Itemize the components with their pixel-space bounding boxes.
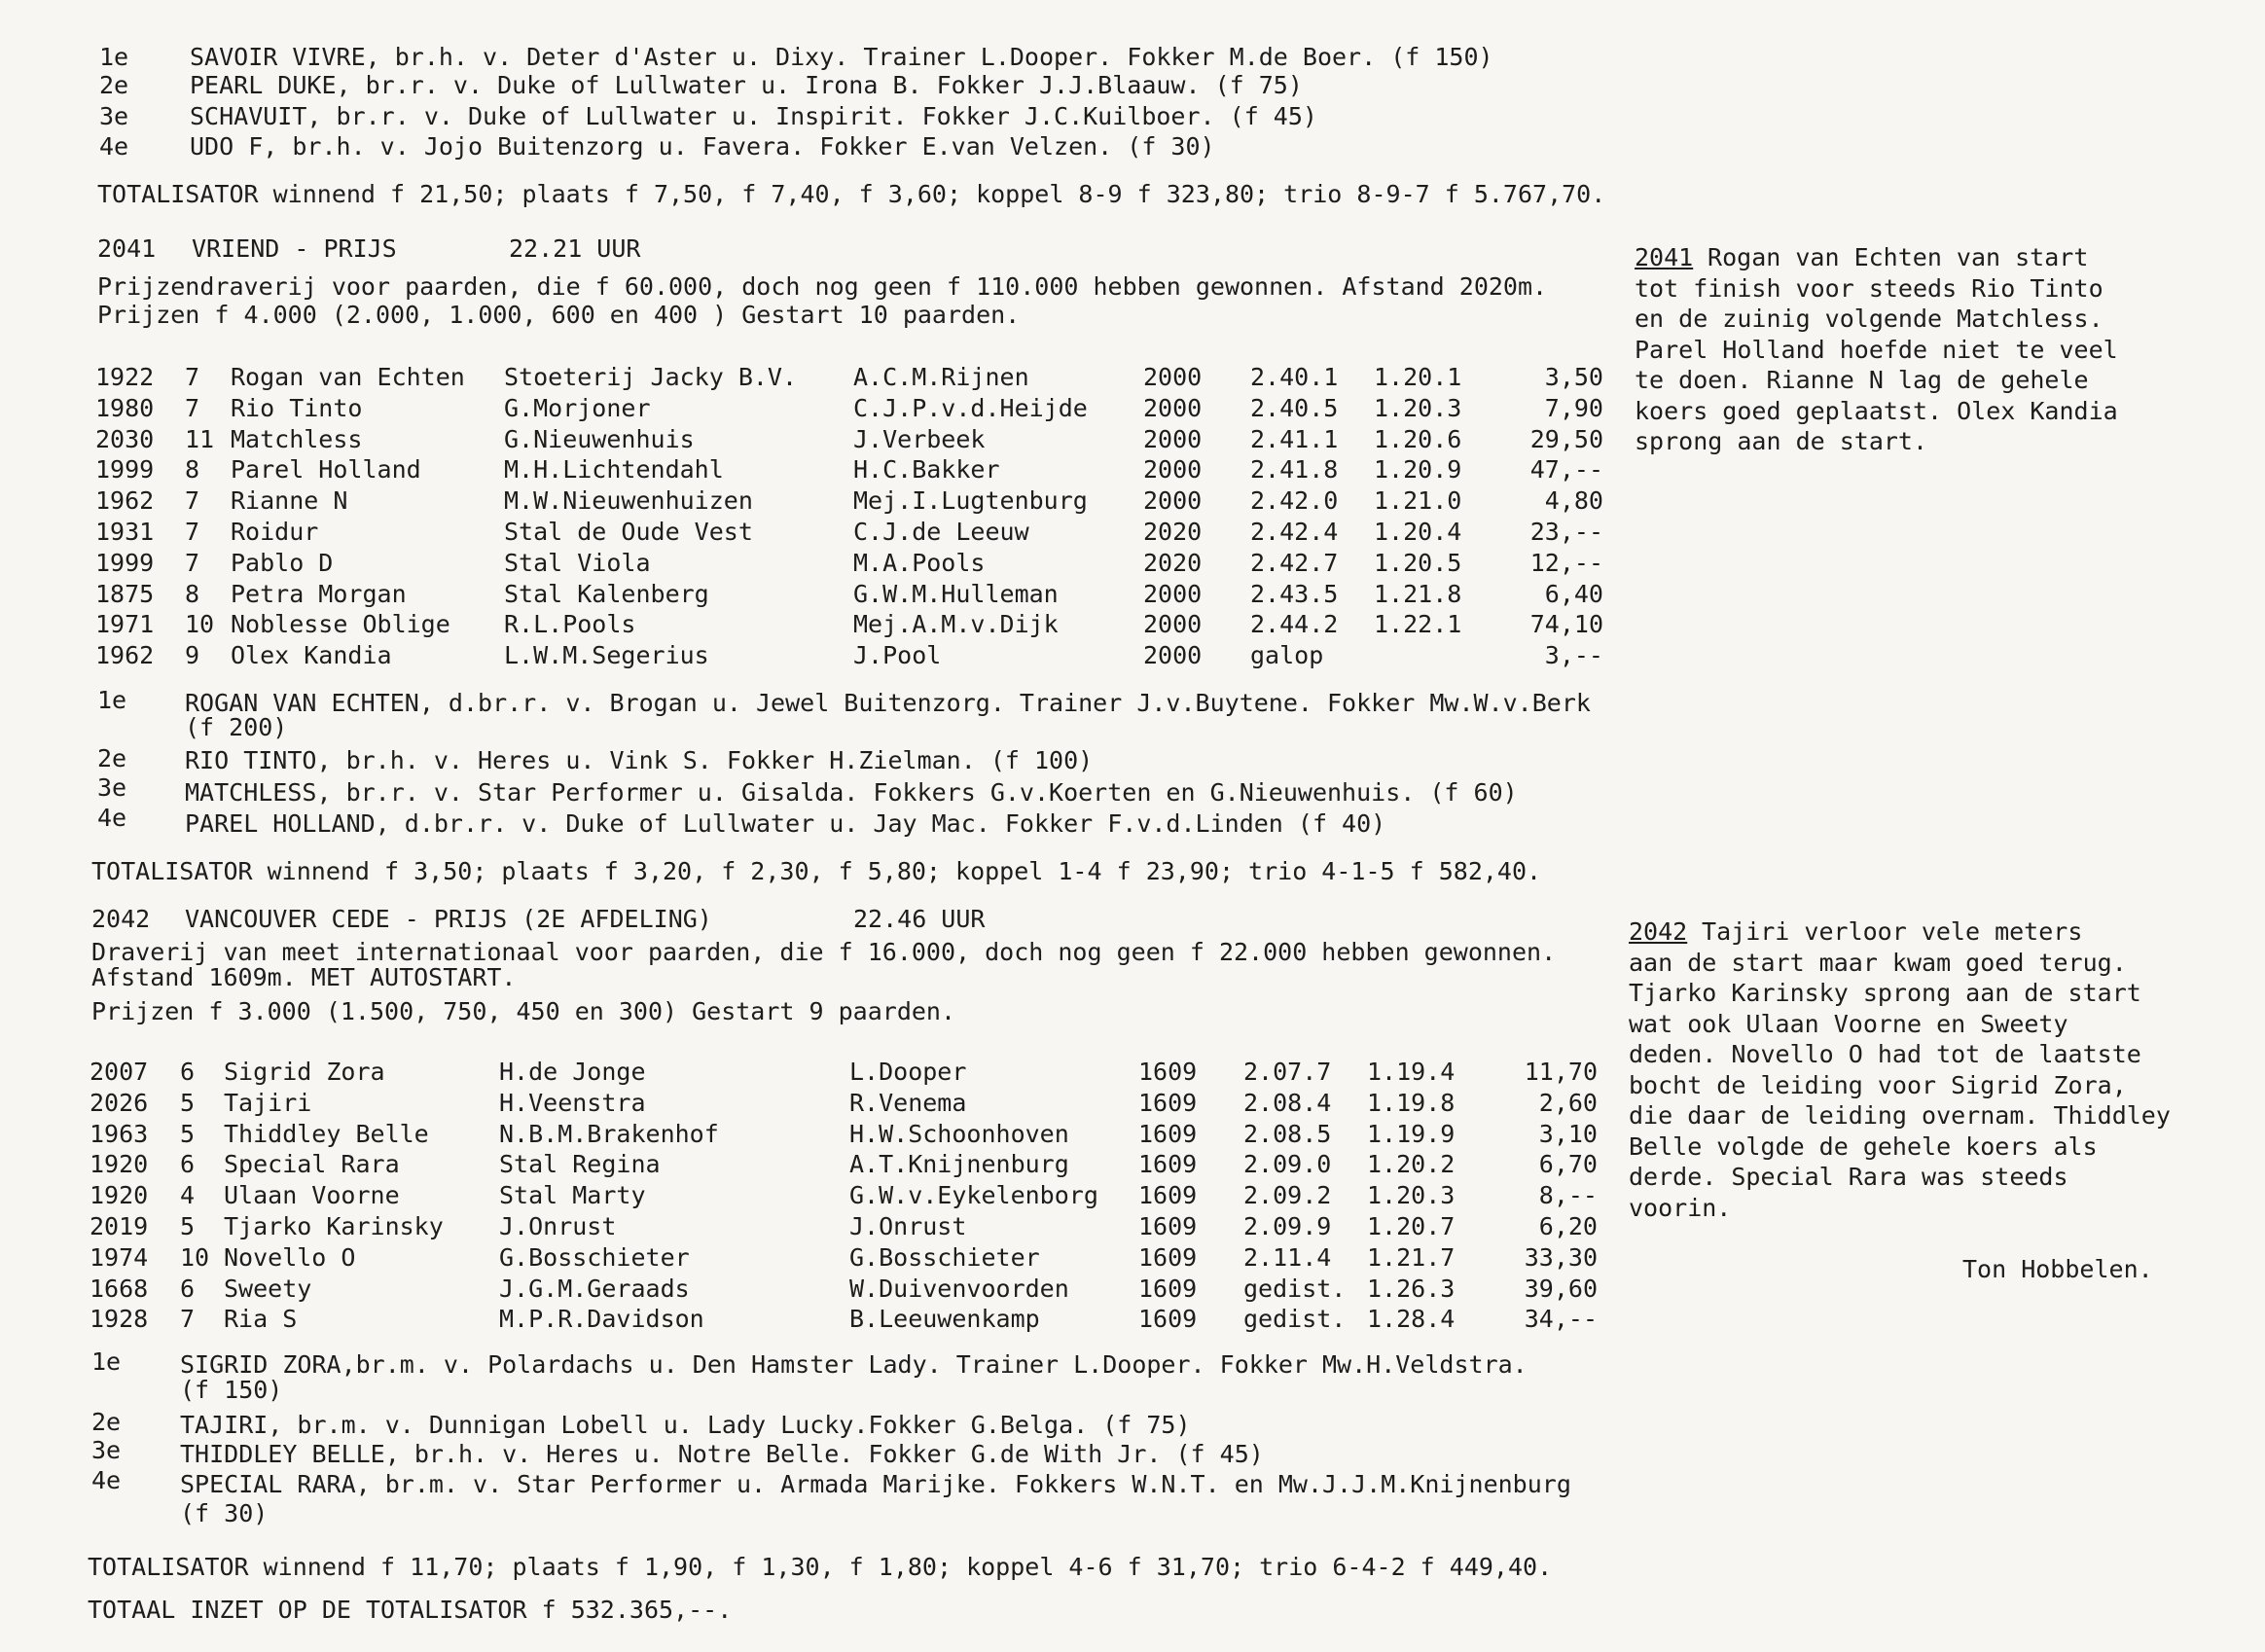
table-cell-owner: Stal de Oude Vest [504,518,753,546]
race-2041-placing-2: RIO TINTO, br.h. v. Heres u. Vink S. Fokker H.Zielman. (f 100) [185,746,1094,774]
top-rank-1: 1e [99,43,129,71]
table-cell-time: gedist. [1243,1305,1347,1334]
table-cell-time: 2.41.8 [1250,455,1339,485]
table-cell-driver: A.C.M.Rijnen [853,363,1029,391]
table-cell-horse: Ria S [224,1305,298,1334]
table-cell-odds: 12,-- [1529,548,1603,577]
table-cell-driver: A.T.Knijnenburg [849,1150,1069,1179]
table-cell-driver: G.Bosschieter [849,1242,1040,1272]
race-2041-prizes: Prijzen f 4.000 (2.000, 1.000, 600 en 400 ) Gestart 10 paarden. [97,301,1021,329]
report-line: deden. Novello O had tot de laatste [1629,1040,2141,1068]
table-cell-dist: 1609 [1138,1212,1198,1240]
table-cell-driver: Mej.A.M.v.Dijk [853,610,1059,639]
table-cell-owner: Stoeterij Jacky B.V. [504,363,798,391]
table-cell-horse: Noblesse Oblige [231,610,450,639]
table-cell-km: 1.21.0 [1374,486,1462,516]
table-cell-time: 2.08.5 [1243,1119,1332,1148]
table-cell-driver: G.W.v.Eykelenborg [849,1181,1098,1210]
table-cell-time: 2.09.9 [1243,1212,1332,1240]
table-cell-driver: B.Leeuwenkamp [849,1305,1040,1334]
table-cell-time: 2.11.4 [1243,1242,1332,1272]
table-cell-odds: 6,70 [1538,1150,1598,1179]
race-2041-rank-4: 4e [97,804,127,832]
table-cell-age: 5 [180,1212,196,1240]
report-author: Ton Hobbelen. [1962,1255,2153,1283]
table-cell-km: 1.21.8 [1374,579,1462,608]
table-cell-id: 1875 [95,579,155,608]
race-2041-description: Prijzendraverij voor paarden, die f 60.000, doch nog geen f 110.000 hebben gewonnen. Afstand 2020m. [97,272,1548,301]
race-2041-rank-3: 3e [97,773,127,802]
table-cell-driver: C.J.de Leeuw [853,518,1029,546]
top-rank-2: 2e [99,71,129,99]
table-cell-dist: 2020 [1143,518,1203,546]
table-cell-odds: 23,-- [1529,518,1603,546]
table-cell-odds: 2,60 [1538,1088,1598,1117]
race-2041-time: 22.21 UUR [509,234,641,263]
table-cell-id: 1920 [90,1181,149,1210]
table-cell-km: 1.20.9 [1374,455,1462,485]
report-line: te doen. Rianne N lag de gehele [1635,366,2089,394]
race-2042-description: Draverij van meet internationaal voor paarden, die f 16.000, doch nog geen f 22.000 hebben gewonnen. [91,938,1557,966]
table-cell-id: 2007 [90,1058,149,1086]
table-cell-time: 2.08.4 [1243,1088,1332,1117]
table-cell-km: 1.20.5 [1374,548,1462,577]
table-cell-owner: M.H.Lichtendahl [504,455,724,485]
table-cell-owner: H.Veenstra [499,1088,646,1117]
race-2041-name: VRIEND - PRIJS [192,234,397,263]
table-cell-owner: G.Morjoner [504,393,651,422]
race-2041-placing-1-cont: (f 200) [185,713,288,741]
table-cell-id: 1931 [95,518,155,546]
table-cell-id: 1999 [95,548,155,577]
table-cell-owner: Stal Marty [499,1181,646,1210]
table-cell-owner: Stal Viola [504,548,651,577]
table-cell-age: 9 [185,641,200,670]
report-line: voorin. [1629,1193,1732,1222]
table-cell-owner: Stal Kalenberg [504,579,709,608]
race-2042-totalisator: TOTALISATOR winnend f 11,70; plaats f 1,90, f 1,30, f 1,80; koppel 4-6 f 31,70; trio 6-4-2 f 449,40. [88,1553,1553,1581]
table-cell-driver: J.Pool [853,641,942,670]
report-line: Tajiri verloor vele meters [1687,917,2083,946]
report-line: Tjarko Karinsky sprong aan de start [1629,979,2141,1007]
table-cell-time: 2.09.0 [1243,1150,1332,1179]
table-cell-time: 2.40.5 [1250,393,1339,422]
report-line: Parel Holland hoefde niet te veel [1635,335,2118,364]
table-cell-time: 2.09.2 [1243,1181,1332,1210]
top-placing-3: SCHAVUIT, br.r. v. Duke of Lullwater u. Inspirit. Fokker J.C.Kuilboer. (f 45) [190,102,1317,130]
table-cell-id: 1971 [95,610,155,639]
table-cell-horse: Thiddley Belle [224,1119,429,1148]
top-rank-4: 4e [99,132,129,161]
table-cell-odds: 4,80 [1544,486,1603,516]
race-2042-rank-3: 3e [91,1436,122,1464]
table-cell-time: 2.44.2 [1250,610,1339,639]
table-cell-time: 2.07.7 [1243,1058,1332,1086]
table-cell-id: 1920 [90,1150,149,1179]
table-cell-age: 7 [185,548,200,577]
table-cell-odds: 47,-- [1529,455,1603,485]
race-2042-distance: Afstand 1609m. MET AUTOSTART. [91,963,517,991]
report-line: en de zuinig volgende Matchless. [1635,305,2103,333]
table-cell-odds: 3,-- [1544,641,1603,670]
table-cell-age: 6 [180,1058,196,1086]
table-cell-age: 5 [180,1119,196,1148]
table-cell-odds: 34,-- [1524,1305,1598,1334]
table-cell-horse: Matchless [231,424,363,453]
table-cell-km: 1.21.7 [1367,1242,1456,1272]
table-cell-dist: 2000 [1143,486,1203,516]
table-cell-horse: Rianne N [231,486,348,516]
table-cell-owner: M.P.R.Davidson [499,1305,704,1334]
table-cell-km: 1.26.3 [1367,1274,1456,1303]
table-cell-dist: 2000 [1143,424,1203,453]
table-cell-driver: H.C.Bakker [853,455,1000,485]
table-cell-age: 6 [180,1150,196,1179]
table-cell-driver: J.Onrust [849,1212,967,1240]
table-cell-horse: Rio Tinto [231,393,363,422]
table-cell-id: 1668 [90,1274,149,1303]
table-cell-dist: 1609 [1138,1150,1198,1179]
table-cell-age: 6 [180,1274,196,1303]
table-cell-dist: 2000 [1143,393,1203,422]
table-cell-age: 10 [180,1242,210,1272]
table-cell-km: 1.20.6 [1374,424,1462,453]
table-cell-odds: 39,60 [1524,1274,1598,1303]
table-cell-id: 1922 [95,363,155,391]
report-line: wat ook Ulaan Voorne en Sweety [1629,1009,2068,1038]
table-cell-driver: L.Dooper [849,1058,967,1086]
table-cell-time: 2.42.0 [1250,486,1339,516]
table-cell-owner: Stal Regina [499,1150,661,1179]
race-2041-totalisator: TOTALISATOR winnend f 3,50; plaats f 3,20, f 2,30, f 5,80; koppel 1-4 f 23,90; trio 4-1-5 f 582,40. [91,857,1542,885]
race-2041-placing-3: MATCHLESS, br.r. v. Star Performer u. Gisalda. Fokkers G.v.Koerten en G.Nieuwenhuis. (f 60) [185,778,1518,807]
table-cell-horse: Tajiri [224,1088,312,1117]
table-cell-owner: R.L.Pools [504,610,636,639]
top-placing-1: SAVOIR VIVRE, br.h. v. Deter d'Aster u. Dixy. Trainer L.Dooper. Fokker M.de Boer. (f 150) [190,43,1493,71]
table-cell-odds: 8,-- [1538,1181,1598,1210]
table-cell-odds: 33,30 [1524,1242,1598,1272]
table-cell-age: 8 [185,455,200,485]
table-cell-dist: 1609 [1138,1058,1198,1086]
race-2042-placing-2: TAJIRI, br.m. v. Dunnigan Lobell u. Lady Lucky.Fokker G.Belga. (f 75) [180,1411,1191,1439]
table-cell-owner: G.Nieuwenhuis [504,424,695,453]
table-cell-time: 2.42.4 [1250,518,1339,546]
race-2042-rank-4: 4e [91,1466,122,1494]
race-2041-placing-1: ROGAN VAN ECHTEN, d.br.r. v. Brogan u. Jewel Buitenzorg. Trainer J.v.Buytene. Fokker Mw.W.v.Berk [185,689,1591,717]
table-cell-horse: Roidur [231,518,319,546]
table-cell-driver: R.Venema [849,1088,967,1117]
race-2042-rank-1: 1e [91,1347,122,1376]
race-2042-placing-3: THIDDLEY BELLE, br.h. v. Heres u. Notre Belle. Fokker G.de With Jr. (f 45) [180,1440,1264,1468]
table-cell-dist: 2000 [1143,579,1203,608]
table-cell-owner: J.G.M.Geraads [499,1274,690,1303]
table-cell-owner: H.de Jonge [499,1058,646,1086]
race-2041-rank-2: 2e [97,744,127,772]
table-cell-km: 1.28.4 [1367,1305,1456,1334]
table-cell-time: 2.43.5 [1250,579,1339,608]
table-cell-km: 1.19.8 [1367,1088,1456,1117]
table-cell-owner: M.W.Nieuwenhuizen [504,486,753,516]
table-cell-horse: Rogan van Echten [231,363,465,391]
top-placing-2: PEARL DUKE, br.r. v. Duke of Lullwater u. Irona B. Fokker J.J.Blaauw. (f 75) [190,71,1303,99]
table-cell-dist: 1609 [1138,1242,1198,1272]
table-cell-age: 7 [180,1305,196,1334]
table-cell-age: 11 [185,424,215,453]
top-totalisator: TOTALISATOR winnend f 21,50; plaats f 7,50, f 7,40, f 3,60; koppel 8-9 f 323,80; trio 8-9-7 f 5.767,70. [97,180,1606,208]
report-line: die daar de leiding overnam. Thiddley [1629,1101,2171,1130]
report-race-number: 2042 [1629,917,1688,946]
table-cell-horse: Ulaan Voorne [224,1181,400,1210]
table-cell-time: 2.42.7 [1250,548,1339,577]
table-cell-dist: 2000 [1143,363,1203,391]
table-cell-driver: G.W.M.Hulleman [853,579,1059,608]
table-cell-odds: 7,90 [1544,393,1603,422]
table-cell-id: 1962 [95,641,155,670]
race-2042-placing-1-cont: (f 150) [180,1376,283,1404]
table-cell-dist: 1609 [1138,1181,1198,1210]
table-cell-age: 7 [185,486,200,516]
table-cell-driver: M.A.Pools [853,548,986,577]
race-2041-placing-4: PAREL HOLLAND, d.br.r. v. Duke of Lullwater u. Jay Mac. Fokker F.v.d.Linden (f 40) [185,809,1386,838]
table-cell-driver: H.W.Schoonhoven [849,1119,1069,1148]
report-line: derde. Special Rara was steeds [1629,1163,2068,1191]
table-cell-time: 2.41.1 [1250,424,1339,453]
report-line: sprong aan de start. [1635,427,1928,455]
race-2042-rank-2: 2e [91,1408,122,1436]
table-cell-horse: Parel Holland [231,455,421,485]
table-cell-horse: Sweety [224,1274,312,1303]
top-rank-3: 3e [99,102,129,130]
top-placing-4: UDO F, br.h. v. Jojo Buitenzorg u. Favera. Fokker E.van Velzen. (f 30) [190,132,1215,161]
table-cell-dist: 2000 [1143,455,1203,485]
race-2042-placing-4-cont: (f 30) [180,1499,269,1527]
table-cell-owner: L.W.M.Segerius [504,641,709,670]
table-cell-age: 7 [185,363,200,391]
race-2042-time: 22.46 UUR [853,905,986,933]
total-inzet: TOTAAL INZET OP DE TOTALISATOR f 532.365,--. [88,1596,733,1624]
race-2042-placing-4: SPECIAL RARA, br.m. v. Star Performer u. Armada Marijke. Fokkers W.N.T. en Mw.J.J.M.Knijnenburg [180,1470,1571,1498]
race-2042-placing-1: SIGRID ZORA,br.m. v. Polardachs u. Den Hamster Lady. Trainer L.Dooper. Fokker Mw.H.Veldstra. [180,1350,1528,1379]
table-cell-age: 8 [185,579,200,608]
table-cell-dist: 2000 [1143,610,1203,639]
table-cell-horse: Olex Kandia [231,641,392,670]
table-cell-odds: 29,50 [1529,424,1603,453]
table-cell-age: 7 [185,518,200,546]
table-cell-odds: 6,40 [1544,579,1603,608]
table-cell-horse: Petra Morgan [231,579,407,608]
table-cell-age: 4 [180,1181,196,1210]
table-cell-km: 1.20.3 [1367,1181,1456,1210]
race-2042-prizes: Prijzen f 3.000 (1.500, 750, 450 en 300) Gestart 9 paarden. [91,997,956,1025]
table-cell-odds: 11,70 [1524,1058,1598,1086]
table-cell-id: 1999 [95,455,155,485]
table-cell-driver: Mej.I.Lugtenburg [853,486,1088,516]
table-cell-horse: Sigrid Zora [224,1058,385,1086]
table-cell-horse: Tjarko Karinsky [224,1212,444,1240]
report-line: Belle volgde de gehele koers als [1629,1131,2098,1161]
table-cell-dist: 1609 [1138,1274,1198,1303]
table-cell-owner: G.Bosschieter [499,1242,690,1272]
table-cell-dist: 1609 [1138,1088,1198,1117]
table-cell-id: 1963 [90,1119,149,1148]
report-line: bocht de leiding voor Sigrid Zora, [1629,1070,2127,1099]
table-cell-km: 1.20.3 [1374,393,1462,422]
table-cell-id: 1962 [95,486,155,516]
table-cell-id: 1980 [95,393,155,422]
table-cell-km: 1.19.9 [1367,1119,1456,1148]
report-line: koers goed geplaatst. Olex Kandia [1635,396,2118,425]
table-cell-id: 2019 [90,1212,149,1240]
table-cell-km: 1.20.2 [1367,1150,1456,1179]
table-cell-km: 1.20.4 [1374,518,1462,546]
table-cell-id: 1928 [90,1305,149,1334]
table-cell-km: 1.22.1 [1374,610,1462,639]
table-cell-time: galop [1250,641,1324,670]
report-race-number: 2041 [1635,243,1694,271]
table-cell-owner: J.Onrust [499,1212,617,1240]
table-cell-km: 1.19.4 [1367,1058,1456,1086]
table-cell-odds: 3,50 [1544,363,1603,391]
race-2042-name: VANCOUVER CEDE - PRIJS (2E AFDELING) [185,905,712,933]
table-cell-horse: Pablo D [231,548,334,577]
table-cell-driver: W.Duivenvoorden [849,1274,1069,1303]
table-cell-dist: 2020 [1143,548,1203,577]
table-cell-km: 1.20.1 [1374,363,1462,391]
table-cell-horse: Special Rara [224,1150,400,1179]
table-cell-time: gedist. [1243,1274,1347,1303]
table-cell-owner: N.B.M.Brakenhof [499,1119,719,1148]
table-cell-age: 10 [185,610,215,639]
table-cell-odds: 3,10 [1538,1119,1598,1148]
race-2041-number: 2041 [97,234,157,263]
table-cell-driver: J.Verbeek [853,424,986,453]
table-cell-km: 1.20.7 [1367,1212,1456,1240]
table-cell-odds: 74,10 [1529,610,1603,639]
table-cell-id: 2026 [90,1088,149,1117]
report-line: tot finish voor steeds Rio Tinto [1635,273,2103,303]
race-2041-rank-1: 1e [97,686,127,714]
report-line: Rogan van Echten van start [1693,243,2089,271]
table-cell-odds: 6,20 [1538,1212,1598,1240]
report-line: aan de start maar kwam goed terug. [1629,948,2127,977]
race-2042-number: 2042 [91,905,151,933]
table-cell-driver: C.J.P.v.d.Heijde [853,393,1088,422]
table-cell-horse: Novello O [224,1242,356,1272]
table-cell-age: 5 [180,1088,196,1117]
table-cell-id: 2030 [95,424,155,453]
table-cell-id: 1974 [90,1242,149,1272]
table-cell-dist: 1609 [1138,1119,1198,1148]
table-cell-dist: 1609 [1138,1305,1198,1334]
table-cell-age: 7 [185,393,200,422]
table-cell-time: 2.40.1 [1250,363,1339,391]
table-cell-dist: 2000 [1143,641,1203,670]
